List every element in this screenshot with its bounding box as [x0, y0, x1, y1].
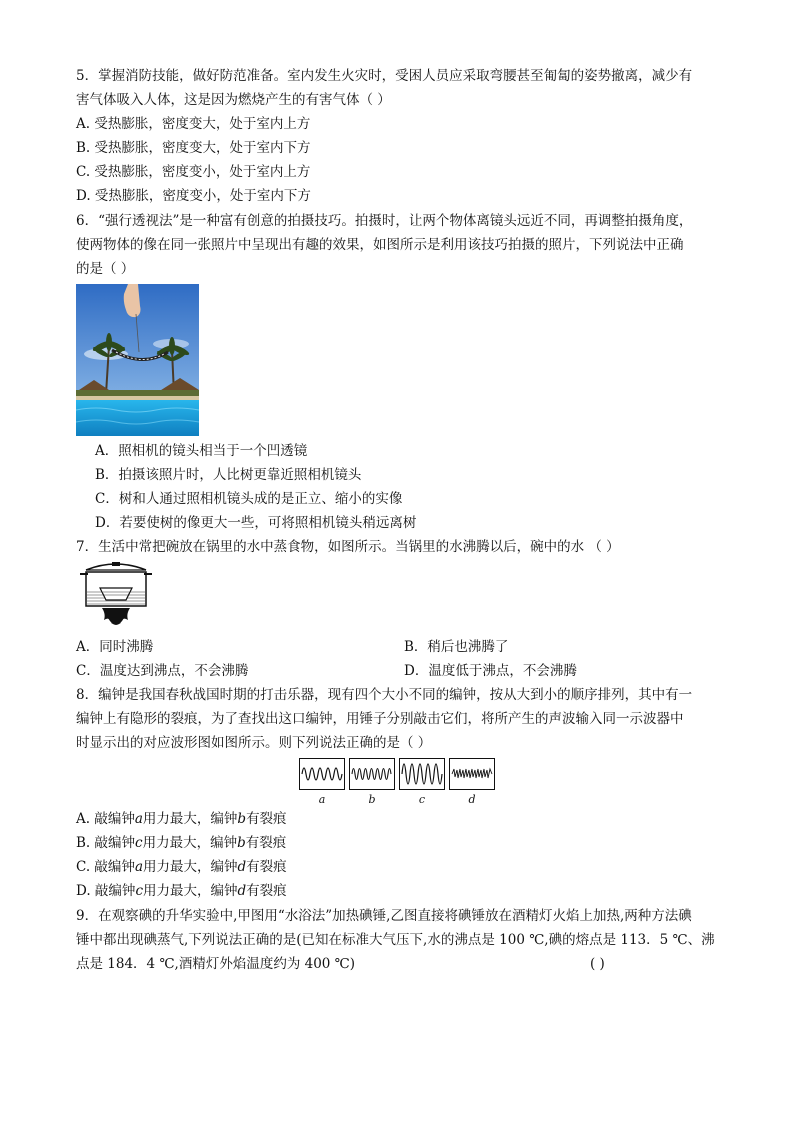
q8-option-b [76, 834, 286, 852]
q8-option-d-mid: 用力最大，编钟 [143, 883, 238, 899]
q8-option-a-pre: A. 敲编钟 [76, 811, 135, 827]
q8-option-a-bell2: b [237, 811, 247, 827]
q8-stem-line2: 编钟上有隐形的裂痕，为了查找出这口编钟，用锤子分别敲击它们，将所产生的声波输入同一示波器中 [76, 711, 684, 727]
q5-stem-line1: 5．掌握消防技能，做好防范准备。室内发生火灾时，受困人员应采取弯腰甚至匍匐的姿势撤离，减少有 [76, 68, 693, 84]
q5-option-d: D. 受热膨胀，密度变小，处于室内下方 [76, 188, 311, 204]
waveform-a [299, 758, 345, 790]
waveform-label-d: d [468, 793, 476, 806]
q8-option-a-mid: 用力最大，编钟 [142, 811, 238, 827]
q7-option-c: C．温度达到沸点，不会沸腾 [76, 663, 249, 679]
q8-option-d-post: 有裂痕 [246, 883, 287, 899]
waveform-label-b: b [368, 793, 376, 806]
q6-stem-line1: 6．“强行透视法”是一种富有创意的拍摄技巧。拍摄时，让两个物体离镜头远近不同，再调整拍摄角度， [76, 213, 693, 229]
waveform-label-c: c [418, 793, 426, 806]
q9-answer-bracket: ( ) [590, 956, 605, 972]
q8-option-b-bell2: b [237, 835, 246, 851]
q9-stem-line2: 锤中都出现碘蒸气,下列说法正确的是(已知在标准大气压下,水的沸点是 100 ℃,碘的熔点是 113．5 ℃、沸 [76, 932, 715, 948]
q6-option-a: A．照相机的镜头相当于一个凹透镜 [95, 443, 308, 459]
q6-option-d: D．若要使树的像更大一些，可将照相机镜头稍远离树 [95, 515, 417, 531]
q8-option-a [76, 810, 287, 828]
q7-option-d: D．温度低于沸点，不会沸腾 [404, 663, 577, 679]
forced-perspective-photo [76, 284, 199, 436]
q5-option-c: C. 受热膨胀，密度变小，处于室内上方 [76, 164, 311, 180]
q7-stem-line1: 7．生活中常把碗放在锅里的水中蒸食物，如图所示。当锅里的水沸腾以后，碗中的水 （ ） [76, 539, 620, 555]
q7-option-a: A．同时沸腾 [76, 639, 154, 655]
waveform-label-a: a [318, 793, 326, 806]
waveform-b [349, 758, 395, 790]
q6-option-b: B．拍摄该照片时，人比树更靠近照相机镜头 [95, 467, 362, 483]
waveform-d [449, 758, 495, 790]
steaming-pot-diagram [76, 560, 156, 632]
q8-option-c [76, 858, 287, 876]
q8-option-d-pre: D. 敲编钟 [76, 883, 136, 899]
q8-option-d [76, 882, 287, 900]
q8-option-a-bell1: a [134, 811, 143, 827]
q8-option-c-post: 有裂痕 [246, 859, 287, 875]
waveform-c [399, 758, 445, 790]
q5-option-a: A. 受热膨胀，密度变大，处于室内上方 [76, 116, 311, 132]
q6-stem-line2: 使两物体的像在同一张照片中呈现出有趣的效果，如图所示是利用该技巧拍摄的照片，下列说法中正确 [76, 237, 684, 253]
q9-stem-line3: 点是 184．4 ℃,酒精灯外焰温度约为 400 ℃) [76, 956, 356, 972]
q9-stem-line1: 9．在观察碘的升华实验中,甲图用“水浴法”加热碘锤,乙图直接将碘锤放在酒精灯火焰上加热,两种方法碘 [76, 908, 692, 924]
q8-stem-line1: 8．编钟是我国春秋战国时期的打击乐器，现有四个大小不同的编钟，按从大到小的顺序排列，其中有一 [76, 687, 693, 703]
q8-option-c-pre: C. 敲编钟 [76, 859, 135, 875]
q8-option-b-mid: 用力最大，编钟 [142, 835, 238, 851]
q8-option-d-bell2: d [237, 883, 247, 899]
q6-option-c: C．树和人通过照相机镜头成的是正立、缩小的实像 [95, 491, 403, 507]
q8-option-b-bell1: c [135, 835, 143, 851]
q8-option-b-pre: B. 敲编钟 [76, 835, 136, 851]
q8-option-c-mid: 用力最大，编钟 [143, 859, 238, 875]
q7-option-b: B．稍后也沸腾了 [404, 639, 509, 655]
q8-stem-line3: 时显示出的对应波形图如图所示。则下列说法正确的是（ ） [76, 735, 432, 751]
q8-option-c-bell1: a [134, 859, 143, 875]
q8-option-d-bell1: c [135, 883, 143, 899]
q8-option-a-post: 有裂痕 [246, 811, 287, 827]
q5-stem-line2: 害气体吸入人体，这是因为燃烧产生的有害气体（ ） [76, 92, 391, 108]
q8-option-c-bell2: d [237, 859, 247, 875]
q8-option-b-post: 有裂痕 [245, 835, 287, 851]
q5-option-b: B. 受热膨胀，密度变大，处于室内下方 [76, 140, 311, 156]
q6-stem-line3: 的是（ ） [76, 261, 135, 277]
